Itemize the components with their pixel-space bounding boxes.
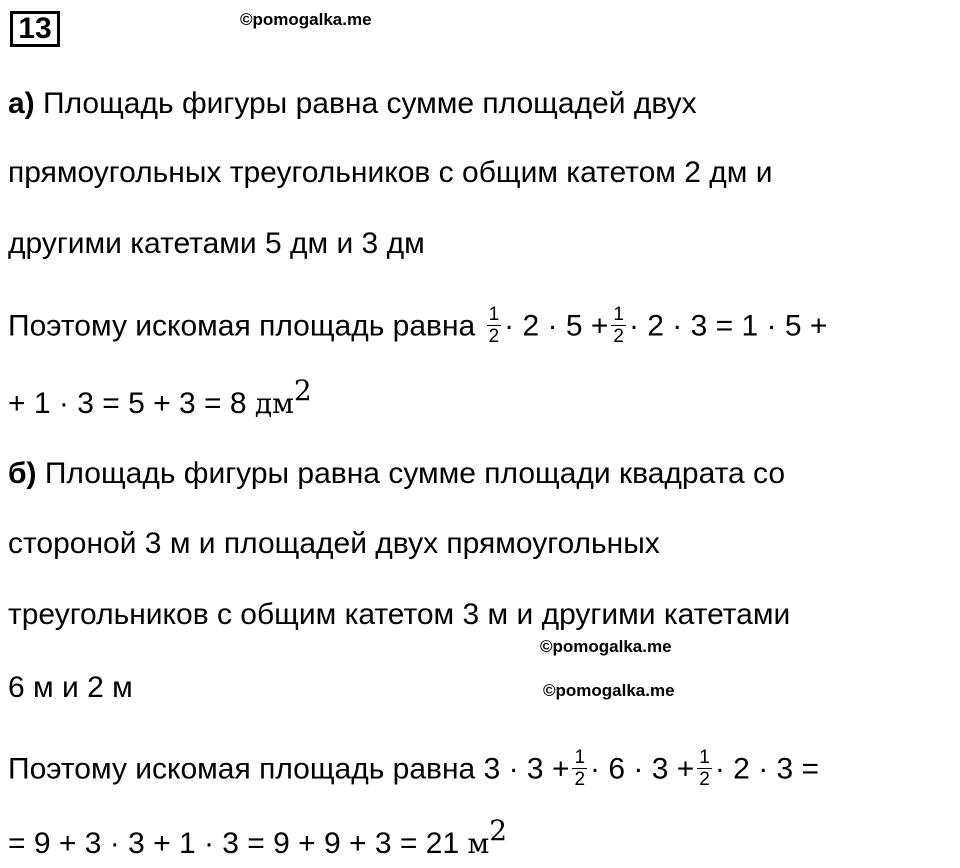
part-a-line-1 — [8, 86, 952, 122]
part-b-solution-line — [8, 749, 952, 792]
watermark-top: ©pomogalka.me — [240, 10, 372, 29]
part-a-label: а) — [8, 87, 35, 120]
part-b-line-1 — [8, 456, 952, 492]
part-b-expression-2: · 2 · 3 = — [714, 752, 820, 786]
part-a-fraction-1 — [487, 304, 502, 347]
problem-number: 13 — [10, 11, 60, 47]
part-a-solution-prefix: Поэтому искомая площадь равна — [8, 309, 484, 343]
part-a-result: + 1 · 3 = 5 + 3 = 8 — [8, 387, 255, 420]
part-b-label: б) — [8, 457, 37, 490]
part-a-expression-1: · 2 · 5 + — [504, 309, 609, 343]
part-a-text-1: Площадь фигуры равна сумме площадей двух — [34, 87, 697, 120]
part-b-expression-1: · 6 · 3 + — [590, 752, 695, 786]
part-b-solution-prefix: Поэтому искомая площадь равна 3 · 3 + — [8, 752, 570, 786]
part-b-fraction-2 — [697, 747, 712, 790]
part-a-unit-power: 2 — [293, 374, 312, 407]
part-b-fraction-1 — [572, 747, 587, 790]
part-b-unit: м — [467, 827, 490, 860]
part-a-unit: дм — [254, 387, 294, 420]
part-b-line-3: треугольников с общим катетом 3 м и другими катетами — [8, 598, 791, 631]
fraction-denominator: 2 — [699, 769, 710, 790]
part-b-line-2: стороной 3 м и площадей двух прямоугольных — [8, 527, 660, 560]
part-b-line-4: 6 м и 2 м — [8, 671, 133, 704]
watermark-middle: ©pomogalka.me — [540, 637, 672, 656]
part-a-expression-2: · 2 · 3 = 1 · 5 + — [628, 309, 828, 343]
part-a-result-line — [8, 374, 952, 422]
part-a-line-2: прямоугольных треугольников с общим катетом 2 дм и — [8, 156, 773, 189]
fraction-denominator: 2 — [613, 326, 624, 347]
fraction-denominator: 2 — [574, 769, 586, 790]
part-b-result-line — [8, 814, 952, 862]
part-a-solution-line — [8, 306, 952, 349]
fraction-numerator: 1 — [574, 747, 586, 768]
watermark-lower: ©pomogalka.me — [543, 681, 675, 700]
part-b-result: = 9 + 3 · 3 + 1 · 3 = 9 + 9 + 3 = 21 — [8, 827, 468, 860]
part-a-fraction-2 — [611, 304, 626, 347]
part-a-line-3: другими катетами 5 дм и 3 дм — [8, 227, 425, 260]
fraction-numerator: 1 — [613, 304, 624, 325]
part-b-unit-power: 2 — [489, 814, 508, 847]
fraction-numerator: 1 — [699, 747, 710, 768]
part-b-text-1: Площадь фигуры равна сумме площади квадрата со — [36, 457, 786, 490]
fraction-numerator: 1 — [488, 304, 500, 325]
fraction-denominator: 2 — [488, 326, 500, 347]
